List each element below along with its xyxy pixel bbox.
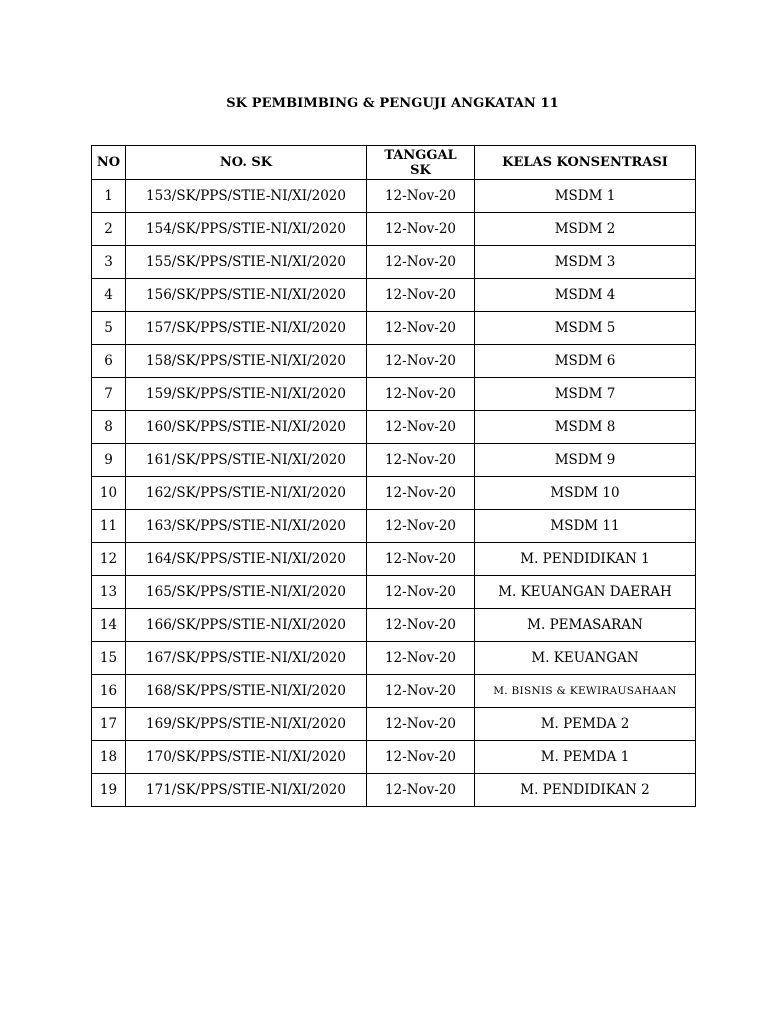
cell-tanggal-sk: 12-Nov-20	[367, 378, 475, 411]
cell-tanggal-sk: 12-Nov-20	[367, 741, 475, 774]
cell-no-sk: 168/SK/PPS/STIE-NI/XI/2020	[126, 675, 367, 708]
cell-no: 1	[92, 180, 126, 213]
table-row	[92, 213, 696, 246]
cell-kelas-konsentrasi: M. BISNIS & KEWIRAUSAHAAN	[475, 675, 696, 708]
cell-no-sk: 159/SK/PPS/STIE-NI/XI/2020	[126, 378, 367, 411]
cell-tanggal-sk: 12-Nov-20	[367, 345, 475, 378]
cell-kelas-konsentrasi: MSDM 2	[475, 213, 696, 246]
cell-no: 8	[92, 411, 126, 444]
cell-no-sk: 155/SK/PPS/STIE-NI/XI/2020	[126, 246, 367, 279]
table-row	[92, 675, 696, 708]
cell-no: 10	[92, 477, 126, 510]
cell-no-sk: 154/SK/PPS/STIE-NI/XI/2020	[126, 213, 367, 246]
cell-no-sk: 170/SK/PPS/STIE-NI/XI/2020	[126, 741, 367, 774]
cell-kelas-konsentrasi: MSDM 3	[475, 246, 696, 279]
cell-no: 15	[92, 642, 126, 675]
cell-no-sk: 161/SK/PPS/STIE-NI/XI/2020	[126, 444, 367, 477]
cell-kelas-konsentrasi: M. PEMDA 1	[475, 741, 696, 774]
cell-tanggal-sk: 12-Nov-20	[367, 708, 475, 741]
cell-no-sk: 164/SK/PPS/STIE-NI/XI/2020	[126, 543, 367, 576]
header-no: NO	[92, 146, 126, 180]
cell-kelas-konsentrasi: MSDM 10	[475, 477, 696, 510]
cell-tanggal-sk: 12-Nov-20	[367, 312, 475, 345]
cell-no-sk: 157/SK/PPS/STIE-NI/XI/2020	[126, 312, 367, 345]
cell-kelas-konsentrasi: MSDM 8	[475, 411, 696, 444]
table-row	[92, 312, 696, 345]
table-row	[92, 444, 696, 477]
table-row	[92, 741, 696, 774]
cell-tanggal-sk: 12-Nov-20	[367, 279, 475, 312]
cell-no-sk: 162/SK/PPS/STIE-NI/XI/2020	[126, 477, 367, 510]
table-row	[92, 477, 696, 510]
cell-no: 13	[92, 576, 126, 609]
cell-no: 12	[92, 543, 126, 576]
cell-no-sk: 165/SK/PPS/STIE-NI/XI/2020	[126, 576, 367, 609]
cell-tanggal-sk: 12-Nov-20	[367, 180, 475, 213]
cell-no: 18	[92, 741, 126, 774]
cell-tanggal-sk: 12-Nov-20	[367, 543, 475, 576]
document-title: SK PEMBIMBING & PENGUJI ANGKATAN 11	[226, 96, 559, 111]
header-no-sk: NO. SK	[126, 146, 367, 180]
cell-kelas-konsentrasi: MSDM 1	[475, 180, 696, 213]
cell-no: 2	[92, 213, 126, 246]
cell-tanggal-sk: 12-Nov-20	[367, 576, 475, 609]
cell-no-sk: 160/SK/PPS/STIE-NI/XI/2020	[126, 411, 367, 444]
cell-kelas-konsentrasi: MSDM 5	[475, 312, 696, 345]
sk-table	[91, 145, 696, 807]
table-row	[92, 378, 696, 411]
table-row	[92, 708, 696, 741]
cell-kelas-konsentrasi: M. PENDIDIKAN 1	[475, 543, 696, 576]
cell-no: 14	[92, 609, 126, 642]
cell-no-sk: 167/SK/PPS/STIE-NI/XI/2020	[126, 642, 367, 675]
table-row	[92, 279, 696, 312]
table-header-row	[92, 146, 696, 180]
table-row	[92, 345, 696, 378]
cell-no: 19	[92, 774, 126, 807]
cell-no-sk: 163/SK/PPS/STIE-NI/XI/2020	[126, 510, 367, 543]
cell-tanggal-sk: 12-Nov-20	[367, 774, 475, 807]
cell-no-sk: 166/SK/PPS/STIE-NI/XI/2020	[126, 609, 367, 642]
cell-no: 9	[92, 444, 126, 477]
table-row	[92, 576, 696, 609]
table-body	[92, 180, 696, 807]
cell-kelas-konsentrasi: M. PEMASARAN	[475, 609, 696, 642]
header-tanggal-line1: TANGGAL	[384, 147, 457, 163]
cell-no-sk: 169/SK/PPS/STIE-NI/XI/2020	[126, 708, 367, 741]
cell-tanggal-sk: 12-Nov-20	[367, 411, 475, 444]
cell-no: 4	[92, 279, 126, 312]
header-kelas-konsentrasi: KELAS KONSENTRASI	[475, 146, 696, 180]
cell-no: 17	[92, 708, 126, 741]
cell-tanggal-sk: 12-Nov-20	[367, 246, 475, 279]
cell-tanggal-sk: 12-Nov-20	[367, 510, 475, 543]
cell-no: 5	[92, 312, 126, 345]
cell-no: 3	[92, 246, 126, 279]
cell-no-sk: 171/SK/PPS/STIE-NI/XI/2020	[126, 774, 367, 807]
cell-no: 7	[92, 378, 126, 411]
table-row	[92, 411, 696, 444]
cell-kelas-konsentrasi: M. KEUANGAN DAERAH	[475, 576, 696, 609]
cell-kelas-konsentrasi: MSDM 6	[475, 345, 696, 378]
cell-kelas-konsentrasi: MSDM 9	[475, 444, 696, 477]
cell-tanggal-sk: 12-Nov-20	[367, 213, 475, 246]
table-row	[92, 180, 696, 213]
cell-tanggal-sk: 12-Nov-20	[367, 609, 475, 642]
cell-tanggal-sk: 12-Nov-20	[367, 642, 475, 675]
cell-no: 16	[92, 675, 126, 708]
table-row	[92, 543, 696, 576]
cell-kelas-konsentrasi: MSDM 7	[475, 378, 696, 411]
table-row	[92, 246, 696, 279]
cell-kelas-konsentrasi: M. PENDIDIKAN 2	[475, 774, 696, 807]
cell-no: 6	[92, 345, 126, 378]
cell-no-sk: 156/SK/PPS/STIE-NI/XI/2020	[126, 279, 367, 312]
cell-kelas-konsentrasi: M. PEMDA 2	[475, 708, 696, 741]
table-row	[92, 510, 696, 543]
cell-kelas-konsentrasi: MSDM 11	[475, 510, 696, 543]
cell-kelas-konsentrasi: M. KEUANGAN	[475, 642, 696, 675]
cell-tanggal-sk: 12-Nov-20	[367, 444, 475, 477]
cell-tanggal-sk: 12-Nov-20	[367, 477, 475, 510]
cell-no-sk: 153/SK/PPS/STIE-NI/XI/2020	[126, 180, 367, 213]
cell-kelas-konsentrasi: MSDM 4	[475, 279, 696, 312]
table-row	[92, 609, 696, 642]
header-tanggal-line2: SK	[410, 162, 431, 178]
cell-no: 11	[92, 510, 126, 543]
header-tanggal-sk	[367, 146, 475, 180]
table-row	[92, 774, 696, 807]
cell-tanggal-sk: 12-Nov-20	[367, 675, 475, 708]
cell-no-sk: 158/SK/PPS/STIE-NI/XI/2020	[126, 345, 367, 378]
table-row	[92, 642, 696, 675]
